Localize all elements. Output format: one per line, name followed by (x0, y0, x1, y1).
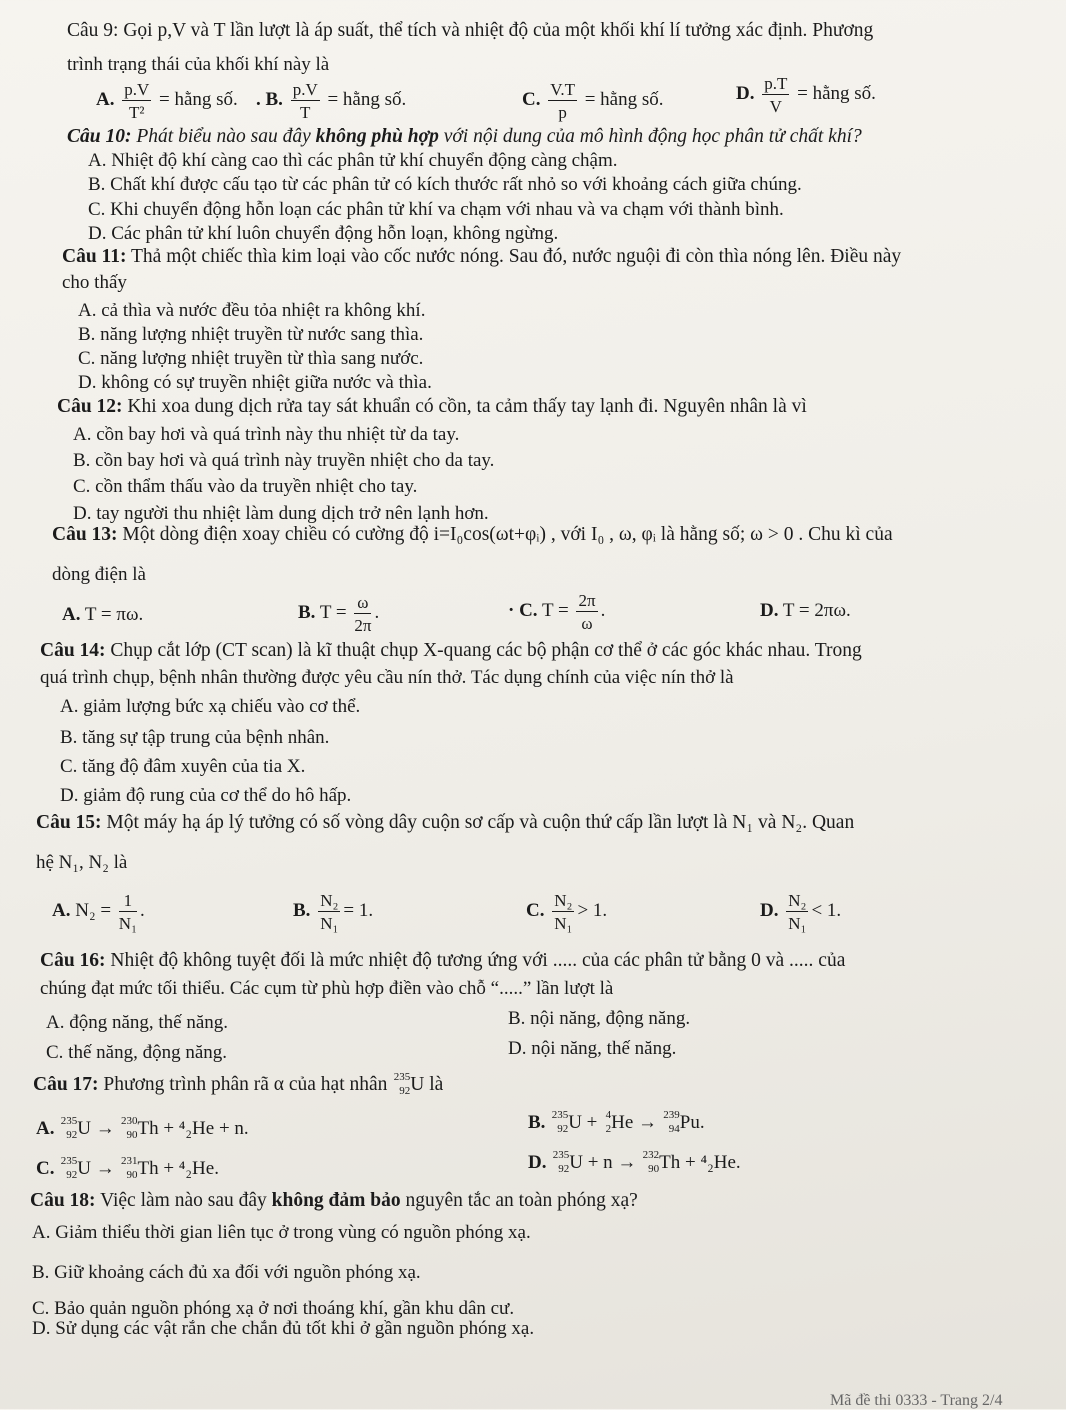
q11-option-c: C. năng lượng nhiệt truyền từ thìa sang nước. (78, 348, 424, 369)
q10-option-c: C. Khi chuyển động hỗn loạn các phân tử khí va chạm với nhau và va chạm với thành bình. (88, 199, 784, 220)
q15-option-b: B. $\frac{\text{N₂}}{\text{N₁}}$ = 1. (293, 890, 374, 933)
q17-option-a: A. 235 92 U → 230 90 Th + ⁴₂He + n. (36, 1115, 249, 1141)
q9-option-b: . B. $\frac{p.V}{T}$ = hằng số. (256, 79, 407, 122)
q18-option-a: A. Giảm thiểu thời gian liên tục ở trong vùng có nguồn phóng xạ. (32, 1222, 531, 1243)
q9-option-a: A. $\frac{p.V}{\text{T²}}$ = hằng số. (96, 79, 238, 122)
q16-option-c: C. thế năng, động năng. (46, 1042, 228, 1063)
q14-option-d: D. giảm độ rung của cơ thể do hô hấp. (60, 785, 352, 806)
q9-option-d: D. $\frac{p.T}{V}$ = hằng số. (736, 73, 876, 116)
q15-option-d: D. $\frac{\text{N₂}}{\text{N₁}}$ < 1. (760, 890, 842, 933)
q17-option-d: D. 235 92 U + n → 232 90 Th + ⁴₂He. (528, 1149, 741, 1175)
q15-stem-line2: hệ N₁, N₂ là (36, 852, 128, 873)
q12-option-b: B. cồn bay hơi và quá trình này truyền nhiệt cho da tay. (73, 450, 495, 471)
q12-stem: Câu 12: Khi xoa dung dịch rửa tay sát khuẩn có cồn, ta cảm thấy tay lạnh đi. Nguyên nhân là vì (57, 396, 807, 417)
q16-option-a: A. động năng, thế năng. (46, 1012, 229, 1033)
q14-stem-line2: quá trình chụp, bệnh nhân thường được yêu cầu nín thở. Tác dụng chính của việc nín thở là (40, 667, 734, 688)
q18-option-d: D. Sử dụng các vật rắn che chắn đủ tốt khi ở gần nguồn phóng xạ. (32, 1318, 535, 1339)
q9-stem-line1: Câu 9: Gọi p,V và T lần lượt là áp suất, thể tích và nhiệt độ của một khối khí lí tưởng xác định. Phương (67, 20, 874, 41)
q17-option-c: C. 235 92 U → 231 90 Th + ⁴₂He. (36, 1155, 219, 1181)
q13-stem-line2: dòng điện là (52, 564, 146, 585)
q11-option-a: A. cả thìa và nước đều tỏa nhiệt ra không khí. (78, 300, 426, 321)
q16-option-b: B. nội năng, động năng. (508, 1008, 691, 1029)
q14-option-b: B. tăng sự tập trung của bệnh nhân. (60, 727, 330, 748)
q15-option-c: C. $\frac{\text{N₂}}{\text{N₁}}$ > 1. (526, 890, 608, 933)
uranium-235-nuclide: 235 92 (393, 1071, 411, 1097)
q14-option-a: A. giảm lượng bức xạ chiếu vào cơ thể. (60, 696, 361, 717)
q12-option-c: C. cồn thẩm thấu vào da truyền nhiệt cho tay. (73, 476, 418, 497)
q11-option-d: D. không có sự truyền nhiệt giữa nước và thìa. (78, 372, 432, 393)
q10-option-d: D. Các phân tử khí luôn chuyển động hỗn loạn, không ngừng. (88, 223, 559, 244)
q13-option-a: A. T = πω. (62, 604, 144, 625)
q12-option-d: D. tay người thu nhiệt làm dung dịch trở nên lạnh hơn. (73, 503, 489, 524)
q13-option-c: · C. T = $\frac{2\pi}{\omega}$ . (508, 590, 606, 633)
q13-option-b: B. T = $\frac{\omega}{2\pi}$ . (298, 592, 380, 635)
q16-stem: Câu 16: Nhiệt độ không tuyệt đối là mức nhiệt độ tương ứng với ..... của các phân tử bằng 0 và ..... của (40, 950, 846, 971)
q12-option-a: A. cồn bay hơi và quá trình này thu nhiệt từ da tay. (73, 424, 460, 445)
q13-option-d: D. T = 2πω. (760, 600, 851, 621)
q11-stem: Câu 11: Thả một chiếc thìa kim loại vào cốc nước nóng. Sau đó, nước nguội đi còn thìa nóng lên. Điều này (62, 246, 902, 267)
q11-stem-line2: cho thấy (62, 272, 127, 293)
q10-stem: Câu 10: Phát biểu nào sau đây không phù hợp với nội dung của mô hình động học phân tử chất khí? (67, 126, 862, 147)
q9-stem-line2: trình trạng thái của khối khí này là (67, 54, 330, 75)
q16-stem-line2: chúng đạt mức tối thiểu. Các cụm từ phù hợp điền vào chỗ “.....” lần lượt là (40, 978, 614, 999)
q11-option-b: B. năng lượng nhiệt truyền từ nước sang thìa. (78, 324, 424, 345)
q14-stem: Câu 14: Chụp cắt lớp (CT scan) là kĩ thuật chụp X-quang các bộ phận cơ thể ở các góc khác nhau. Trong (40, 640, 862, 661)
q16-option-d: D. nội năng, thế năng. (508, 1038, 677, 1059)
page-footer: Mã đề thi 0333 - Trang 2/4 (830, 1392, 1003, 1409)
q15-option-a: A. N₂ = $\frac{1}{\text{N₁}}$ . (52, 890, 145, 933)
q17-stem: Câu 17: Phương trình phân rã α của hạt nhân 235 92 U là (33, 1071, 444, 1097)
q18-option-b: B. Giữ khoảng cách đủ xa đối với nguồn phóng xạ. (32, 1262, 421, 1283)
q14-option-c: C. tăng độ đâm xuyên của tia X. (60, 756, 306, 777)
q15-stem: Câu 15: Một máy hạ áp lý tưởng có số vòng dây cuộn sơ cấp và cuộn thứ cấp lần lượt là N₁ và N₂. Quan (36, 812, 855, 833)
q17-option-b: B. 235 92 U + 4 2 He → 239 94 Pu. (528, 1109, 705, 1135)
q9-option-c: C. $\frac{V.T}{p}$ = hằng số. (522, 79, 664, 122)
q10-option-b: B. Chất khí được cấu tạo từ các phân tử có kích thước rất nhỏ so với khoảng cách giữa chúng. (88, 174, 802, 195)
q13-stem: Câu 13: Một dòng điện xoay chiều có cường độ i=I₀cos(ωt+φᵢ) , với I₀ , ω, φᵢ là hằng số; ω > 0 . Chu kì của (52, 524, 893, 545)
q18-stem: Câu 18: Việc làm nào sau đây không đảm bảo nguyên tắc an toàn phóng xạ? (30, 1190, 638, 1211)
q18-option-c: C. Bảo quản nguồn phóng xạ ở nơi thoáng khí, gần khu dân cư. (32, 1298, 515, 1319)
q10-option-a: A. Nhiệt độ khí càng cao thì các phân tử khí chuyển động càng chậm. (88, 150, 618, 171)
